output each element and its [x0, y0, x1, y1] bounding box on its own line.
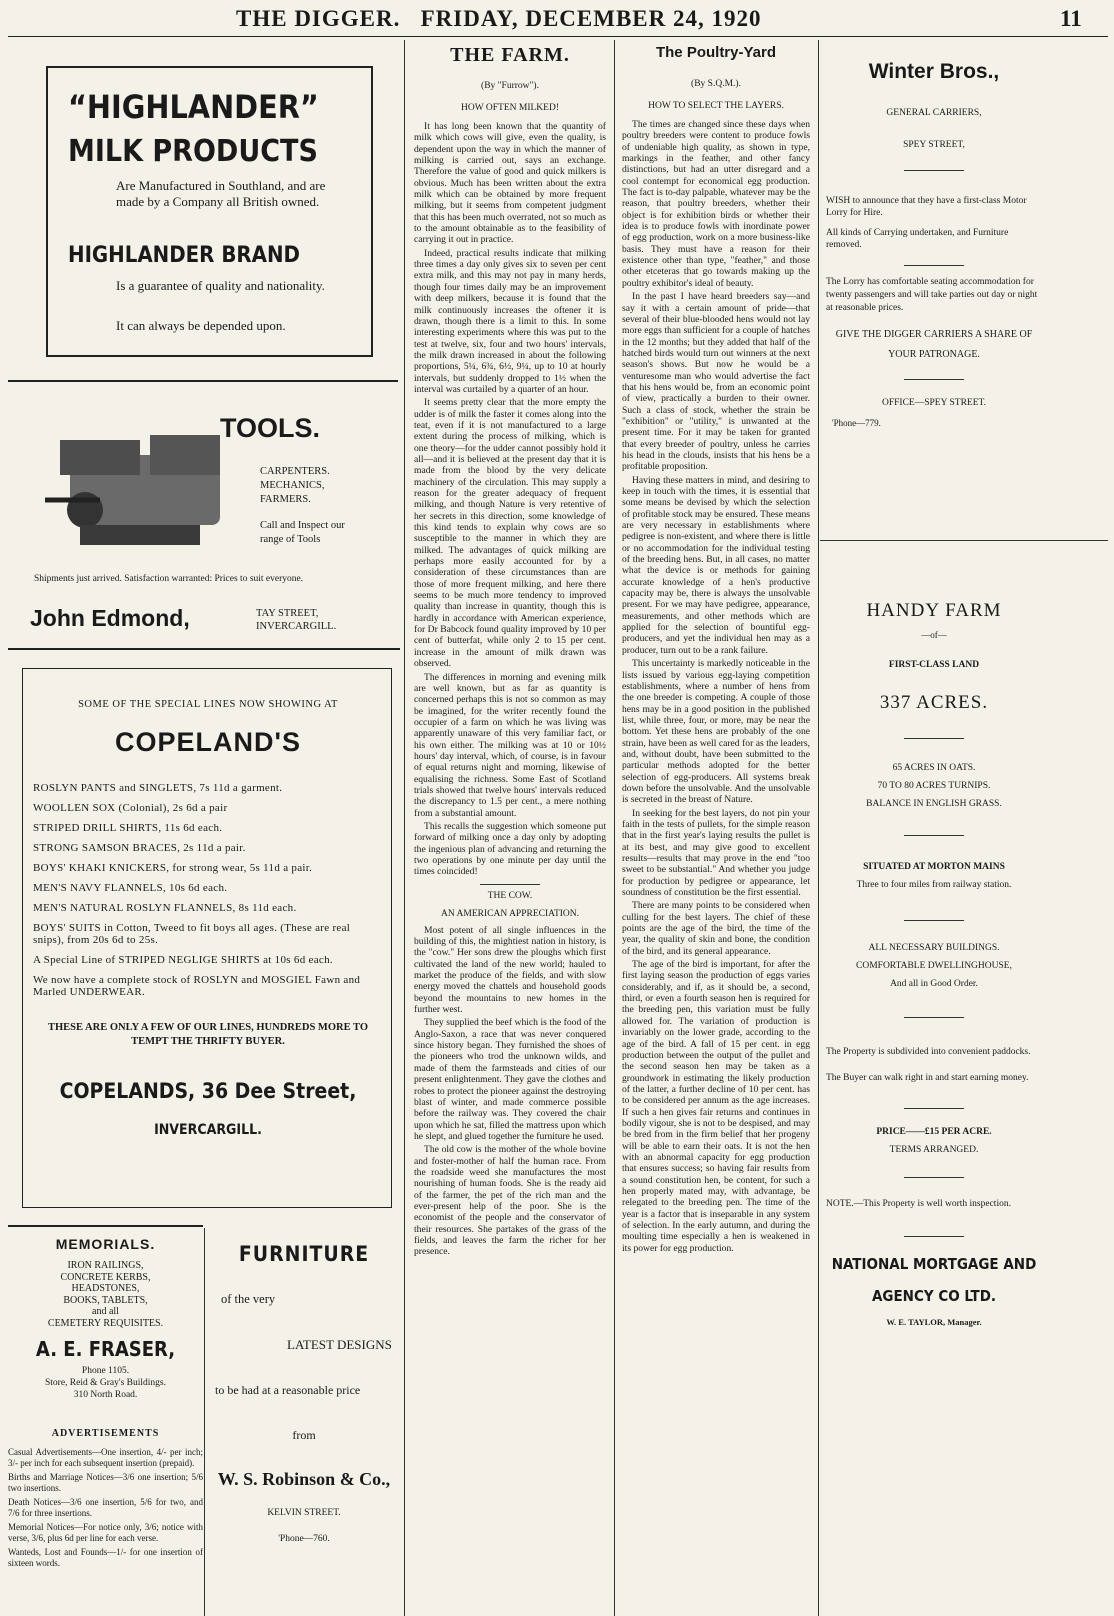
- handy-note: NOTE.—This Property is well worth inspection.: [826, 1199, 1011, 1209]
- copelands-title: COPELAND'S: [115, 727, 301, 757]
- furniture-line2: LATEST DESIGNS: [287, 1337, 392, 1352]
- copelands-closing: THESE ARE ONLY A FEW OF OUR LINES, HUNDREDS MORE TO TEMPT THE THRIFTY BUYER.: [47, 1022, 369, 1047]
- farm-paragraph: This recalls the suggestion which someone put forward of milking once a day only by adopting the ingenious plan of advancing and returning the two operations by one minute per day until the times coincided!: [414, 820, 606, 878]
- winter-p4: GIVE THE DIGGER CARRIERS A SHARE OF YOUR PATRONAGE.: [835, 329, 1033, 360]
- divider: [820, 540, 1108, 541]
- poultry-title: The Poultry-Yard: [655, 44, 777, 61]
- handy-subdivided: The Property is subdivided into convenient paddocks.: [826, 1047, 1031, 1057]
- divider: [8, 1225, 203, 1227]
- furniture-company: W. S. Robinson & Co.,: [217, 1469, 391, 1489]
- handy-order: And all in Good Order.: [890, 979, 978, 989]
- furniture-line3: to be had at a reasonable price: [215, 1383, 361, 1397]
- tools-address: TAY STREET,: [256, 608, 319, 619]
- farm-paragraph: Indeed, practical results indicate that milking three times a day only gives six to seven per cent extra milk, and this may not pay in many herds, though four times daily may be an improvement with deep milkers, because it is found that the milk continuously increases the oftener it is drawn, though there is a limit to this. In some interesting experiments where this was put to the test at twelve, six, four and two hours' intervals, the milk drawn increased in about the following proportions, 5¼, 6¾, 6½, 9¼, up to 10 at hourly intervals, but suddenly dropped to 1½ when the interval was curtailed by a quarter of an hour.: [414, 247, 606, 395]
- divider: [904, 1177, 964, 1178]
- divider: [904, 1236, 964, 1237]
- masthead-title: THE DIGGER. FRIDAY, DECEMBER 24, 1920: [236, 6, 762, 31]
- furniture-line4: from: [292, 1428, 316, 1442]
- milk-products-title: MILK PRODUCTS: [68, 134, 318, 169]
- poultry-paragraph: In seeking for the best layers, do not pin your faith in the tests of pullets, for the simple reason that in the first year's laying results the pullet is at its best, and may give good to excellent results—results that may prove in the end "too sweet to be substantial." And whether you judge for production by pedigree or appearance, let soundness of constitution be the first essential.: [622, 807, 810, 899]
- copelands-item: MEN'S NAVY FLANNELS, 10s 6d each.: [33, 882, 228, 894]
- copelands-item: STRIPED DRILL SHIRTS, 11s 6d each.: [33, 822, 223, 834]
- highlander-guarantee: Is a guarantee of quality and nationality.: [116, 278, 325, 293]
- copelands-item: BOYS' KHAKI KNICKERS, for strong wear, 5s 11d a pair.: [33, 862, 313, 874]
- cow-title: THE COW.: [487, 890, 533, 901]
- highlander-ad: [46, 66, 373, 357]
- handy-turnips: 70 TO 80 ACRES TURNIPS.: [877, 781, 991, 791]
- divider: [904, 379, 964, 380]
- handy-manager: W. E. TAYLOR, Manager.: [886, 1317, 982, 1327]
- tools-title: TOOLS.: [220, 413, 321, 443]
- copelands-item: We now have a complete stock of ROSLYN and MOSGIEL Fawn and Marled UNDERWEAR.: [33, 974, 361, 998]
- tools-shipments: Shipments just arrived. Satisfaction warranted: Prices to suit everyone.: [34, 574, 304, 584]
- tools-address: INVERCARGILL.: [256, 621, 337, 632]
- handy-price: PRICE——£15 PER ACRE.: [876, 1127, 992, 1137]
- cow-paragraph: They supplied the beef which is the food of the Anglo-Saxon, a race that was never conquered since history began. They furnished the shoes of the pioneers who trod the unknown wilds, and made of them the farmsteads and cities of our present enlightenment. They gave the clothes and robes to protect the pioneer against the destroying blast of winter, and made commerce possible before the railway was. They covered the chair upon which he sat, filled the mattress upon which he slept, and glued together the furniture he used.: [414, 1017, 606, 1142]
- farm-byline: (By "Furrow").: [481, 81, 539, 91]
- advertisement-wanteds: Wanteds, Lost and Founds—1/- for one insertion of sixteen words.: [8, 1547, 203, 1568]
- memorials-line: CONCRETE KERBS,: [60, 1271, 151, 1283]
- divider: [904, 1017, 964, 1018]
- masthead-rule: [8, 36, 1108, 37]
- winter-sub1: GENERAL CARRIERS,: [886, 108, 982, 118]
- divider: [8, 380, 398, 382]
- winter-p2: All kinds of Carrying undertaken, and Furniture removed.: [826, 228, 1009, 250]
- winter-p3: The Lorry has comfortable seating accommodation for twenty passengers and will take parties out day or night at reasonable prices.: [826, 277, 1038, 313]
- copelands-item: MEN'S NATURAL ROSLYN FLANNELS, 8s 11d each.: [33, 902, 297, 914]
- copelands-ad: [22, 668, 392, 1208]
- tools-ad: [20, 395, 400, 645]
- farm-paragraph: It seems pretty clear that the more empty the udder is of milk the faster it comes along into the teat, even if it is not manufactured to a large extent during the process of milking, which is one theory—for the udder cannot possibly hold it all—and it is believed at the present day that it is made from the blood by the very delicate machinery of the circulation. This may supply a reason for the greater adequacy of frequent milking, and though Nature is very retentive of her secrets in this direction, some knowledge of this kind tends to explain why cows are so susceptible to the manner in which they are milked. The advantages of quick milking are perhaps more easily accounted for by a consideration of these circumstances than are those of more frequent milking, and here there seems to be much more tendency to improved quality than increase in quantity, though this is hardly in accordance with American experience, for Dr Babcock found quality improved by 10 per cent of butterfat, while only 2 to 15 per cent. increase in the amount of milk drawn was observed.: [414, 397, 606, 670]
- highlander-text: Are Manufactured in Southland, and are made by a Company all British owned.: [116, 178, 326, 209]
- winter-p1: WISH to announce that they have a first-class Motor Lorry for Hire.: [826, 196, 1027, 218]
- advertisement-births: Births and Marriage Notices—3/6 one insertion; 5/6 two insertions.: [8, 1472, 203, 1493]
- handy-grass: BALANCE IN ENGLISH GRASS.: [866, 799, 1002, 809]
- farm-paragraph: It has long been known that the quantity of milk which cows will give, even the quality, is dependent upon the way in which the manner of milking is carried out, says an exchange. Therefore the value of good and quick milkers is obvious. Much has been written about the extra milk which can be obtained by more frequent milking, but it seems from competent judgment that this has been much overrated, not so much as to the amount obtainable as to the feasibility of carrying it out in practice.: [414, 121, 606, 246]
- poultry-paragraph: In the past I have heard breeders say—and say it with a certain amount of pride—that several of their blue-blooded hens would not lay more eggs than sufficient for a couple of hatches in the 12 months; but they added that half of the hatched birds would turn out winners at the next season's shows. But now he would be a venturesome man who would advertise the fact that his hens would be, from an economic point of view, practically a burden to their owner. Such a class of stock, whether the strain be "exhibition" or "utility," is unwanted at the present time. For it may be taken for granted that every breeder of poultry, unless he carries his head in the clouds, insists that his hens be a profitable proposition.: [622, 291, 810, 473]
- memorials-line: and all: [92, 1306, 119, 1317]
- handy-acres: 337 ACRES.: [879, 692, 989, 713]
- column-rule: [614, 40, 615, 1616]
- handy-dwelling: COMFORTABLE DWELLINGHOUSE,: [856, 961, 1012, 971]
- poultry-paragraph: The age of the bird is important, for after the first laying season the production of eggs varies considerably, and if, as it should be, a second, third, or even a fourth season hen is required for the breeding pen, this variation must be fully allowed for. The variation of production is invariably on the lower grade, according to the age of the bird. A fall of 15 per cent. in egg production between the output of the pullet and the second season hen may be taken as a groundwork in estimating the likely production of the latter, a further decline of 10 per cent. has to be considered per annum as the age increases. If such a hen gives fair returns and continues in bodily vigour, she is not to be despised, and may be bred from in the firm belief that her progeny will be able to earn their oats. It is not the hen with an abnormal capacity for egg production that ensures success; so having fair results from a sound constitution hen, be content, for such a hen properly mated may, with advantage, be relegated to the breeding pen. The time of the year is a factor that is inseparable in any system of selection. In the early autumn, and during the moulting time especially a hen is weakened in its power for egg production.: [622, 959, 810, 1254]
- copelands-city: INVERCARGILL.: [154, 1122, 262, 1138]
- furniture-title: FURNITURE: [238, 1242, 370, 1266]
- poultry-paragraph: There are many points to be considered when culling for the best layers. The chief of these points are the age of the bird, the time of the year, the quality of skin and bone, the condition of the bird, and its general appearance.: [622, 900, 810, 957]
- highlander-brand: HIGHLANDER BRAND: [68, 243, 300, 268]
- copelands-item: STRONG SAMSON BRACES, 2s 11d a pair.: [33, 842, 246, 854]
- divider: [904, 738, 964, 739]
- handy-agency1: NATIONAL MORTGAGE AND: [831, 1255, 1037, 1273]
- copelands-address: COPELANDS, 36 Dee Street,: [59, 1079, 357, 1103]
- memorials-store: Store, Reid & Gray's Buildings.: [45, 1378, 166, 1388]
- highlander-depend: It can always be depended upon.: [116, 318, 286, 333]
- memorials-line: BOOKS, TABLETS,: [63, 1294, 148, 1306]
- handy-farm-ad: [826, 600, 1042, 1327]
- divider: [904, 265, 964, 266]
- handy-terms: TERMS ARRANGED.: [889, 1145, 979, 1155]
- memorials-line: HEADSTONES,: [71, 1283, 140, 1294]
- memorials-line: IRON RAILINGS,: [67, 1260, 144, 1271]
- handy-buyer: The Buyer can walk right in and start earning money.: [826, 1073, 1029, 1083]
- advertisement-memorial: Memorial Notices—For notice only, 3/6; notice with verse, 3/6, plus 6d per line for each verse.: [8, 1522, 203, 1543]
- farm-column: [414, 44, 606, 1260]
- handy-title: HANDY FARM: [866, 600, 1002, 621]
- tools-invite: Call and Inspect our range of Tools: [260, 520, 345, 545]
- cow-paragraph: Most potent of all single influences in the building of this, the mightiest nation in history, is the "cow." Her sons drew the ploughs which first cultivated the land of the new world; hauled to market the produce of the fields, and with slow energy moved the chattels and household goods beyond the mountains to new homes in the further west.: [414, 924, 606, 1016]
- tools-trade: CARPENTERS.: [260, 466, 330, 477]
- tools-name: John Edmond,: [30, 605, 190, 631]
- tools-trade: MECHANICS,: [260, 480, 325, 491]
- memorials-ad: [8, 1228, 203, 1400]
- furniture-ad: [205, 1228, 403, 1616]
- divider: [904, 1108, 964, 1109]
- winter-sub2: SPEY STREET,: [903, 140, 965, 150]
- poultry-byline: (By S.Q.M.).: [691, 79, 741, 89]
- memorials-phone: Phone 1105.: [81, 1366, 130, 1376]
- winter-phone: 'Phone—779.: [832, 418, 881, 428]
- copelands-intro: SOME OF THE SPECIAL LINES NOW SHOWING AT: [78, 699, 338, 710]
- poultry-paragraph: This uncertainty is markedly noticeable in the lists issued by various egg-laying competition establishments, where a number of hens from the one breeder is competing. A couple of those hens may be in a good position in the published list, while three, four, or more, may be near the bottom. Yet these hens are probably of the one strain, have been as well cared for as the leaders, and, without doubt, have been submitted to the particular methods adopted for the better selection of egg-producers. All systems break down before the unsolvable. And the unsolvable is secreted in the breast of Nature.: [622, 658, 810, 806]
- page-number: 11: [1060, 6, 1082, 31]
- furniture-line1: of the very: [221, 1292, 276, 1306]
- furniture-street: KELVIN STREET.: [267, 1508, 341, 1518]
- copelands-item: BOYS' SUITS in Cotton, Tweed to fit boys all ages. (These are real snips), from 20s 6d to 25s.: [33, 922, 351, 946]
- poultry-subhead: HOW TO SELECT THE LAYERS.: [648, 101, 784, 111]
- farm-paragraph: The differences in morning and evening milk are well known, but as far as quantity is concerned perhaps this is not so common as may be imagined, for the writer recently found the occupier of a farm on which he was living was apparently unaware of this very familiar fact, or his own either. The milking was at 10 or 10½ hours' day interval, which, of course, is in favour of equal returns night and morning, likewise of equalising the richness. Some East of Scotland trials showed that twelve hours' intervals reduced the discrepancy to 1.5 per cent., a mere nothing from a substantial amount.: [414, 671, 606, 819]
- advertisement-casual: Casual Advertisements—One insertion, 4/- per inch; 3/- per inch for each subsequent insertion (prepaid).: [8, 1447, 203, 1468]
- memorials-line: CEMETERY REQUISITES.: [47, 1317, 164, 1329]
- farm-subhead: HOW OFTEN MILKED!: [461, 103, 559, 113]
- divider: [8, 648, 400, 650]
- copelands-item: ROSLYN PANTS and SINGLETS, 7s 11d a garment.: [33, 782, 283, 794]
- memorials-title: MEMORIALS.: [55, 1236, 156, 1252]
- divider: [480, 884, 540, 885]
- winter-bros-ad: [826, 60, 1042, 428]
- handy-of: —of—: [921, 630, 947, 640]
- cow-subhead: AN AMERICAN APPRECIATION.: [440, 908, 580, 919]
- advertisement-title: ADVERTISEMENTS: [51, 1428, 160, 1439]
- handy-agency2: AGENCY CO LTD.: [871, 1287, 997, 1305]
- copelands-item: A Special Line of STRIPED NEGLIGE SHIRTS at 10s 6d each.: [33, 954, 333, 966]
- highlander-title: “HIGHLANDER”: [68, 88, 319, 126]
- column-rule: [818, 40, 819, 1616]
- advertisement-death: Death Notices—3/6 one insertion, 5/6 for two, and 7/6 for three insertions.: [8, 1497, 203, 1518]
- cow-paragraph: The old cow is the mother of the whole bovine and foster-mother of half the human race. From the roadside weed she manufactures the most nourishing of human foods. She is the ready aid of the farmer, the pet of the rich man and the ever-present help of the poor. She is the economist of the people and the conservator of their resources. She partakes of the grass of the fields, and leaves the farm the richer for her presence.: [414, 1144, 606, 1258]
- divider: [904, 835, 964, 836]
- farm-title: THE FARM.: [450, 44, 570, 66]
- vise-illustration: [40, 415, 250, 565]
- handy-miles: Three to four miles from railway station.: [856, 880, 1012, 890]
- advertisement-rates: [8, 1428, 203, 1613]
- memorials-road: 310 North Road.: [73, 1390, 138, 1400]
- furniture-phone: 'Phone—760.: [278, 1534, 330, 1544]
- winter-office: OFFICE—SPEY STREET.: [882, 398, 986, 408]
- handy-first: FIRST-CLASS LAND: [888, 660, 980, 670]
- divider: [904, 920, 964, 921]
- poultry-column: [622, 44, 810, 1256]
- winter-title: Winter Bros.,: [868, 60, 1000, 83]
- tools-trade: FARMERS.: [260, 494, 311, 505]
- handy-oats: 65 ACRES IN OATS.: [892, 763, 976, 773]
- masthead: [0, 0, 1114, 38]
- copelands-item: WOOLLEN SOX (Colonial), 2s 6d a pair: [33, 802, 228, 814]
- divider: [904, 170, 964, 171]
- memorials-name: A. E. FRASER,: [35, 1337, 176, 1361]
- column-rule: [404, 40, 405, 1616]
- poultry-paragraph: Having these matters in mind, and desiring to keep in touch with the times, it is essential that some means be devised by which the selection of profitable stock may be ensured. These means are very necessary in establishments where pedigree is non-existent, and where there is little or no accommodation for the individual testing of the breeding hens. But, in all cases, no matter what the device is or methods for gaining accurate knowledge of a hen's productive capacity may be, there is always the unsolvable present. For we may have pedigree, appearance, measurements, and other methods which are applied for the selection of bountiful egg-producers, and yet the individual hen may as a producer, turn out to be a rank failure.: [622, 474, 810, 656]
- handy-situated: SITUATED AT MORTON MAINS: [863, 862, 1005, 872]
- handy-buildings: ALL NECESSARY BUILDINGS.: [868, 943, 1000, 953]
- poultry-paragraph: The times are changed since these days when poultry breeders were content to produce fowls of undeniable high quality, as shown in type, markings in the feather, and other fancy distinctions, but had an utter disregard and a cool contempt for economical egg production. The fact is to-day palpable, whatever may be the reason, that poultry breeders, whether their object is for exhibition birds or whether their idea is to produce fowls with inordinate power of egg production, work on a more business-like basis. They must have a reason for their existence other than type, "feather," and those other etceteras that go towards making up the poultry exhibitor's ideal of beauty.: [622, 119, 810, 289]
